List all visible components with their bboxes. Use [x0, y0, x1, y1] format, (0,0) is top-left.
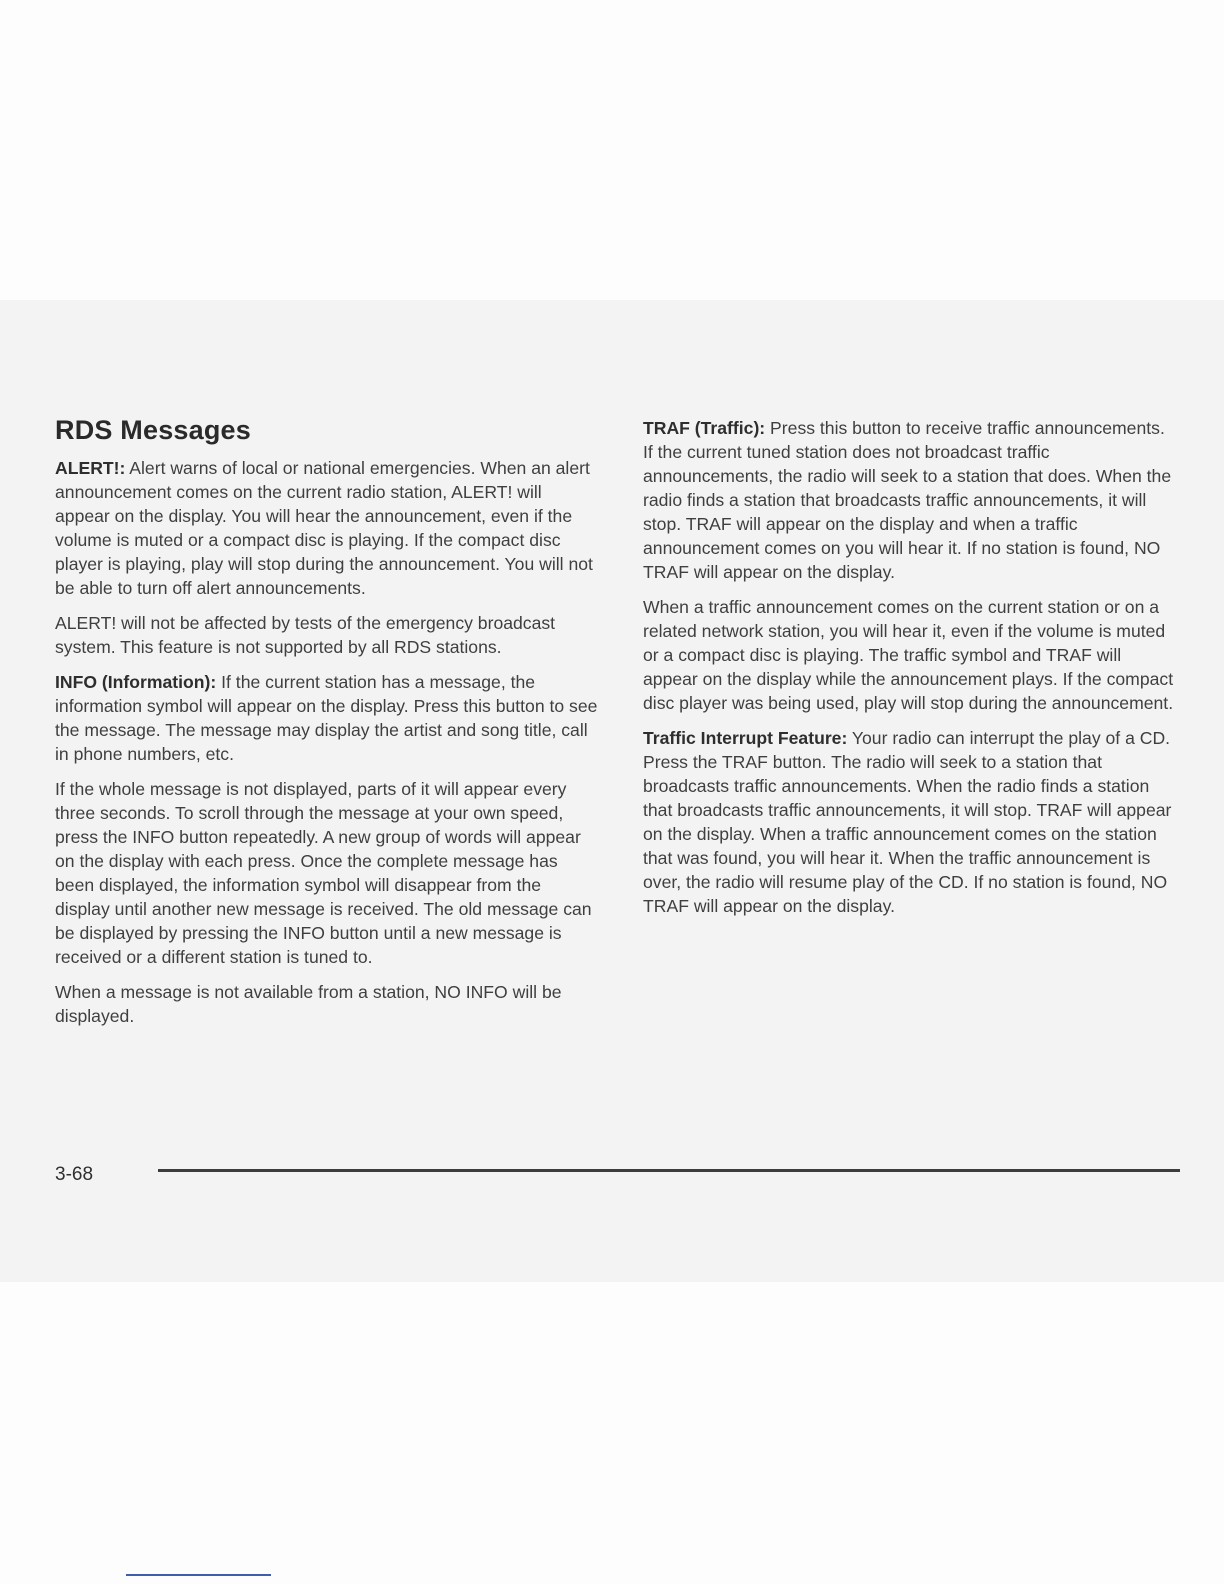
footer-rule — [158, 1169, 1180, 1172]
traffic-announcement-paragraph: When a traffic announcement comes on the current station or on a related network station, you will hear it, even if the volume is muted or a compact disc is playing. The traffic symbol and TRAF will appear on the display while the announcement plays. If the compact disc player was being used, play will stop during the announcement. — [643, 597, 1174, 713]
alert-term: ALERT!: — [55, 458, 126, 478]
traffic-interrupt-text: Your radio can interrupt the play of a CD. Press the TRAF button. The radio will seek to a station that broadcasts traffic announcements. When the radio finds a station that broadcasts traffic announcements, it will stop. TRAF will appear on the display. When a traffic announcement comes on the station that was found, you will hear it. When the traffic announcement is over, the radio will resume play of the CD. If no station is found, NO TRAF will appear on the display. — [643, 728, 1172, 916]
info-text: If the current station has a message, the information symbol will appear on the display. Press this button to see the message. The message may display the artist and song title, call in phone numbers, etc. — [55, 672, 598, 764]
alert-note-paragraph: ALERT! will not be affected by tests of the emergency broadcast system. This feature is not supported by all RDS stations. — [55, 613, 556, 657]
page-number: 3-68 — [55, 1164, 94, 1185]
no-info-paragraph: When a message is not available from a station, NO INFO will be displayed. — [55, 982, 562, 1026]
info-term: INFO (Information): — [55, 672, 217, 692]
traf-term: TRAF (Traffic): — [643, 418, 766, 438]
traf-paragraph — [643, 416, 1178, 584]
traf-text: Press this button to receive traffic announcements. If the current tuned station does not broadcast traffic announcements, the radio will seek to a station that does. When the radio finds a station that broadcasts traffic announcements, it will stop. TRAF will appear on the display and when a traffic announcement comes on you will hear it. If no station is found, NO TRAF will appear on the display. — [643, 418, 1172, 582]
right-column — [643, 416, 1178, 929]
left-column — [55, 414, 600, 1039]
traffic-interrupt-term: Traffic Interrupt Feature: — [643, 728, 848, 748]
info-paragraph — [55, 670, 600, 766]
bottom-link-underline — [126, 1574, 271, 1576]
alert-text: Alert warns of local or national emergencies. When an alert announcement comes on the current radio station, ALERT! will appear on the display. You will hear the announcement, even if the volume is muted or a compact disc is playing. If the compact disc player is playing, play will stop during the announcement. You will not be able to turn off alert announcements. — [55, 458, 593, 598]
alert-paragraph — [55, 456, 600, 600]
page-title: RDS Messages — [55, 415, 251, 445]
info-scroll-paragraph: If the whole message is not displayed, parts of it will appear every three seconds. To scroll through the message at your own speed, press the INFO button repeatedly. A new group of words will appear on the display with each press. Once the complete message has been displayed, the information symbol will disappear from the display until another new message is received. The old message can be displayed by pressing the INFO button until a new message is received or a different station is tuned to. — [55, 779, 592, 967]
traffic-interrupt-paragraph — [643, 726, 1178, 918]
